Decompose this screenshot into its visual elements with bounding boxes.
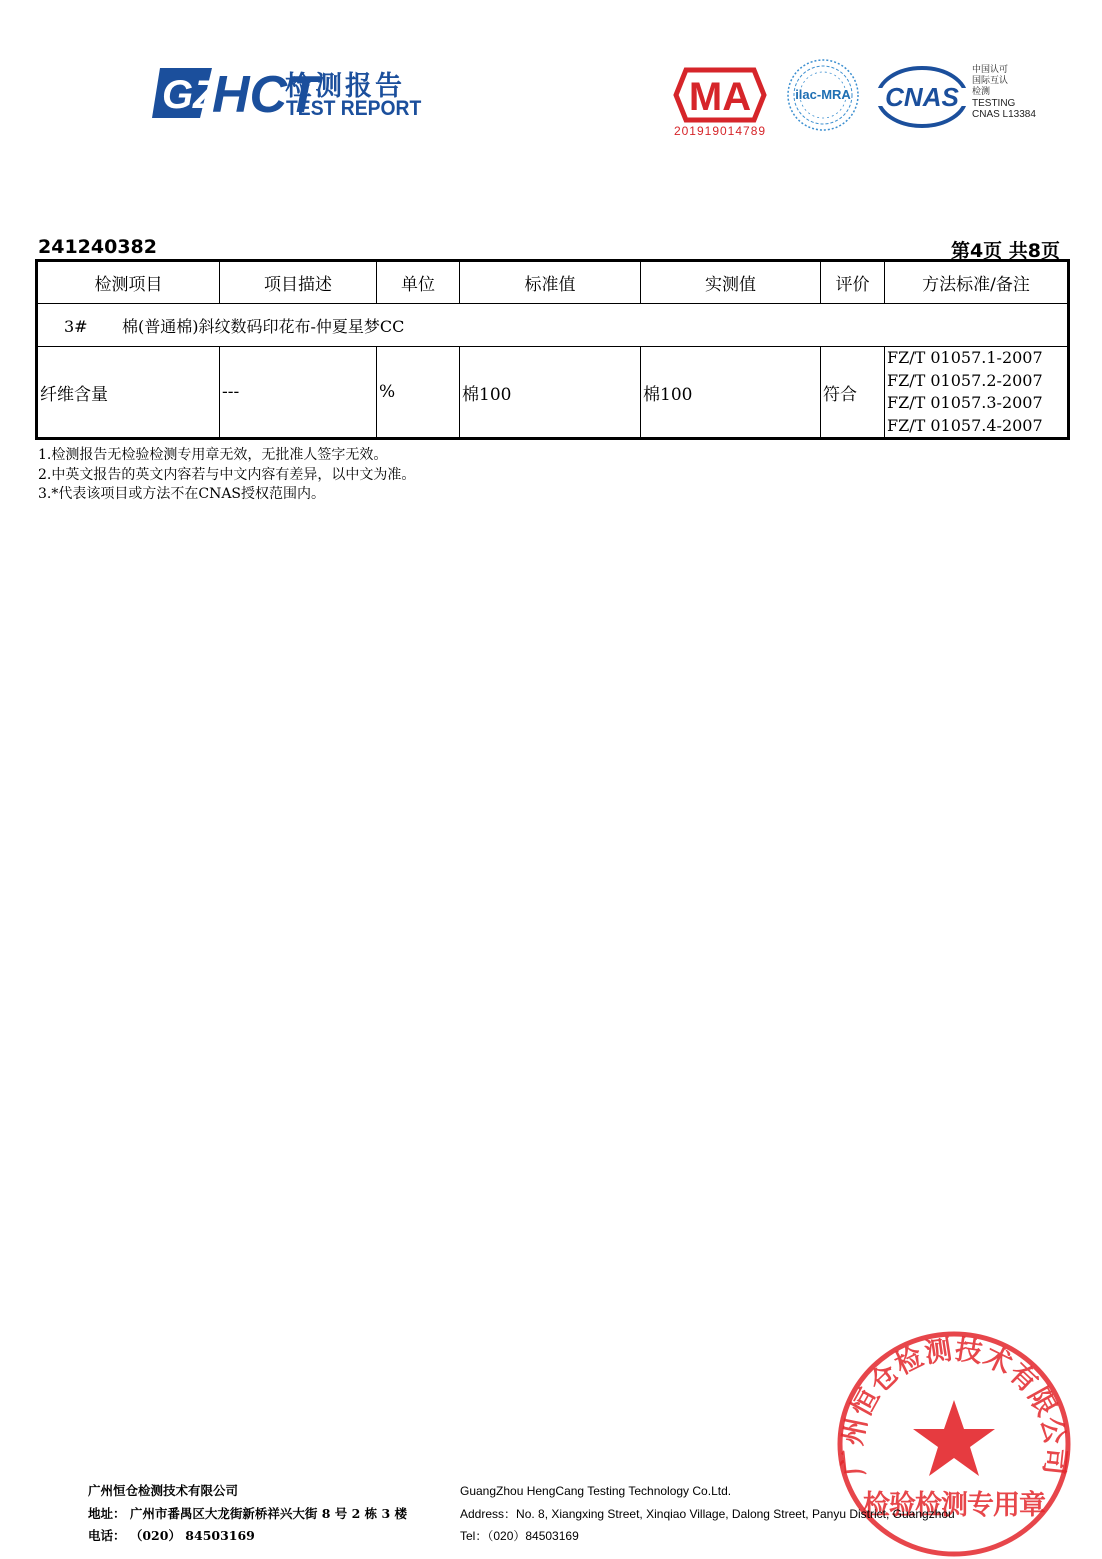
sample-group-cell — [37, 304, 1069, 347]
svg-text:CNAS: CNAS — [885, 82, 959, 112]
column-header: 评价 — [821, 261, 885, 304]
column-header: 方法标准/备注 — [885, 261, 1069, 304]
cnas-logo — [876, 66, 968, 128]
cnas-side-line: TESTING — [972, 98, 1016, 109]
svg-text:ilac-MRA: ilac-MRA — [795, 87, 851, 102]
svg-text:广州恒仓检测技术有限公司: 广州恒仓检测技术有限公司 — [837, 1334, 1071, 1478]
test-results-table — [35, 259, 1070, 440]
footer-phone: Tel：（020）84503169 — [460, 1529, 579, 1543]
footer-address: Address：No. 8, Xiangxing Street, Xinqiao Village, Dalong Street, Panyu District, Guangzhou — [460, 1506, 955, 1521]
page-indicator: 第4页 共8页 — [950, 240, 1060, 262]
footer-company-name: 广州恒仓检测技术有限公司 — [88, 1483, 239, 1498]
standard-value-cell: 棉100 — [460, 347, 641, 439]
report-title-cn: 检测报告 — [285, 71, 405, 102]
footer-company-en — [460, 1480, 955, 1548]
svg-text:GZ: GZ — [162, 73, 218, 117]
report-title-en: TEST REPORT — [286, 97, 422, 120]
sample-number: 3# — [64, 316, 88, 336]
measured-value-cell: 棉100 — [641, 347, 821, 439]
column-header: 实测值 — [641, 261, 821, 304]
cnas-accreditation-text — [972, 65, 1036, 120]
sample-group-row — [37, 304, 1069, 347]
method-standard: FZ/T 01057.4-2007 — [887, 415, 1043, 435]
note-line: 1.检测报告无检验检测专用章无效，无批准人签字无效。 — [38, 447, 388, 463]
note-line: 2.中英文报告的英文内容若与中文内容有差异，以中文为准。 — [38, 466, 416, 483]
report-notes — [38, 446, 415, 505]
cnas-side-line: CNAS L13384 — [972, 109, 1036, 120]
svg-text:检验检测专用章: 检验检测专用章 — [863, 1490, 1045, 1521]
table-row — [37, 347, 1069, 439]
svg-text:HCT: HCT — [212, 66, 319, 124]
method-standard: FZ/T 01057.2-2007 — [887, 370, 1043, 390]
ilac-mra-logo — [784, 58, 862, 132]
method-standard: FZ/T 01057.1-2007 — [887, 348, 1043, 367]
footer-phone: 电话： （020） 84503169 — [88, 1528, 255, 1543]
evaluation-cell: 符合 — [821, 347, 885, 439]
table-header-row — [37, 261, 1069, 304]
footer-address: 地址： 广州市番禺区大龙街新桥祥兴大街 8 号 2 栋 3 楼 — [88, 1505, 408, 1521]
report-number: 241240382 — [38, 236, 157, 258]
column-header: 检测项目 — [37, 261, 220, 304]
cma-number: 201919014789 — [673, 124, 767, 138]
cnas-side-line: 国际互认 — [972, 76, 1009, 86]
unit-cell: % — [377, 347, 460, 439]
sample-name: 棉(普通棉)斜纹数码印花布-仲夏星梦CC — [122, 316, 405, 336]
test-item-cell: 纤维含量 — [37, 347, 220, 439]
cma-logo — [672, 66, 768, 124]
column-header: 标准值 — [460, 261, 641, 304]
column-header: 项目描述 — [220, 261, 377, 304]
footer-company-cn — [88, 1480, 407, 1548]
description-cell: --- — [220, 347, 377, 439]
note-line: 3.*代表该项目或方法不在CNAS授权范围内。 — [38, 486, 326, 502]
cnas-side-line: 检测 — [972, 87, 991, 97]
method-standard: FZ/T 01057.3-2007 — [887, 393, 1043, 412]
svg-text:MA: MA — [688, 75, 752, 119]
footer-company-name: GuangZhou HengCang Testing Technology Co.Ltd. — [460, 1484, 732, 1498]
method-cell — [885, 347, 1069, 439]
column-header: 单位 — [377, 261, 460, 304]
cnas-side-line: 中国认可 — [972, 65, 1009, 75]
